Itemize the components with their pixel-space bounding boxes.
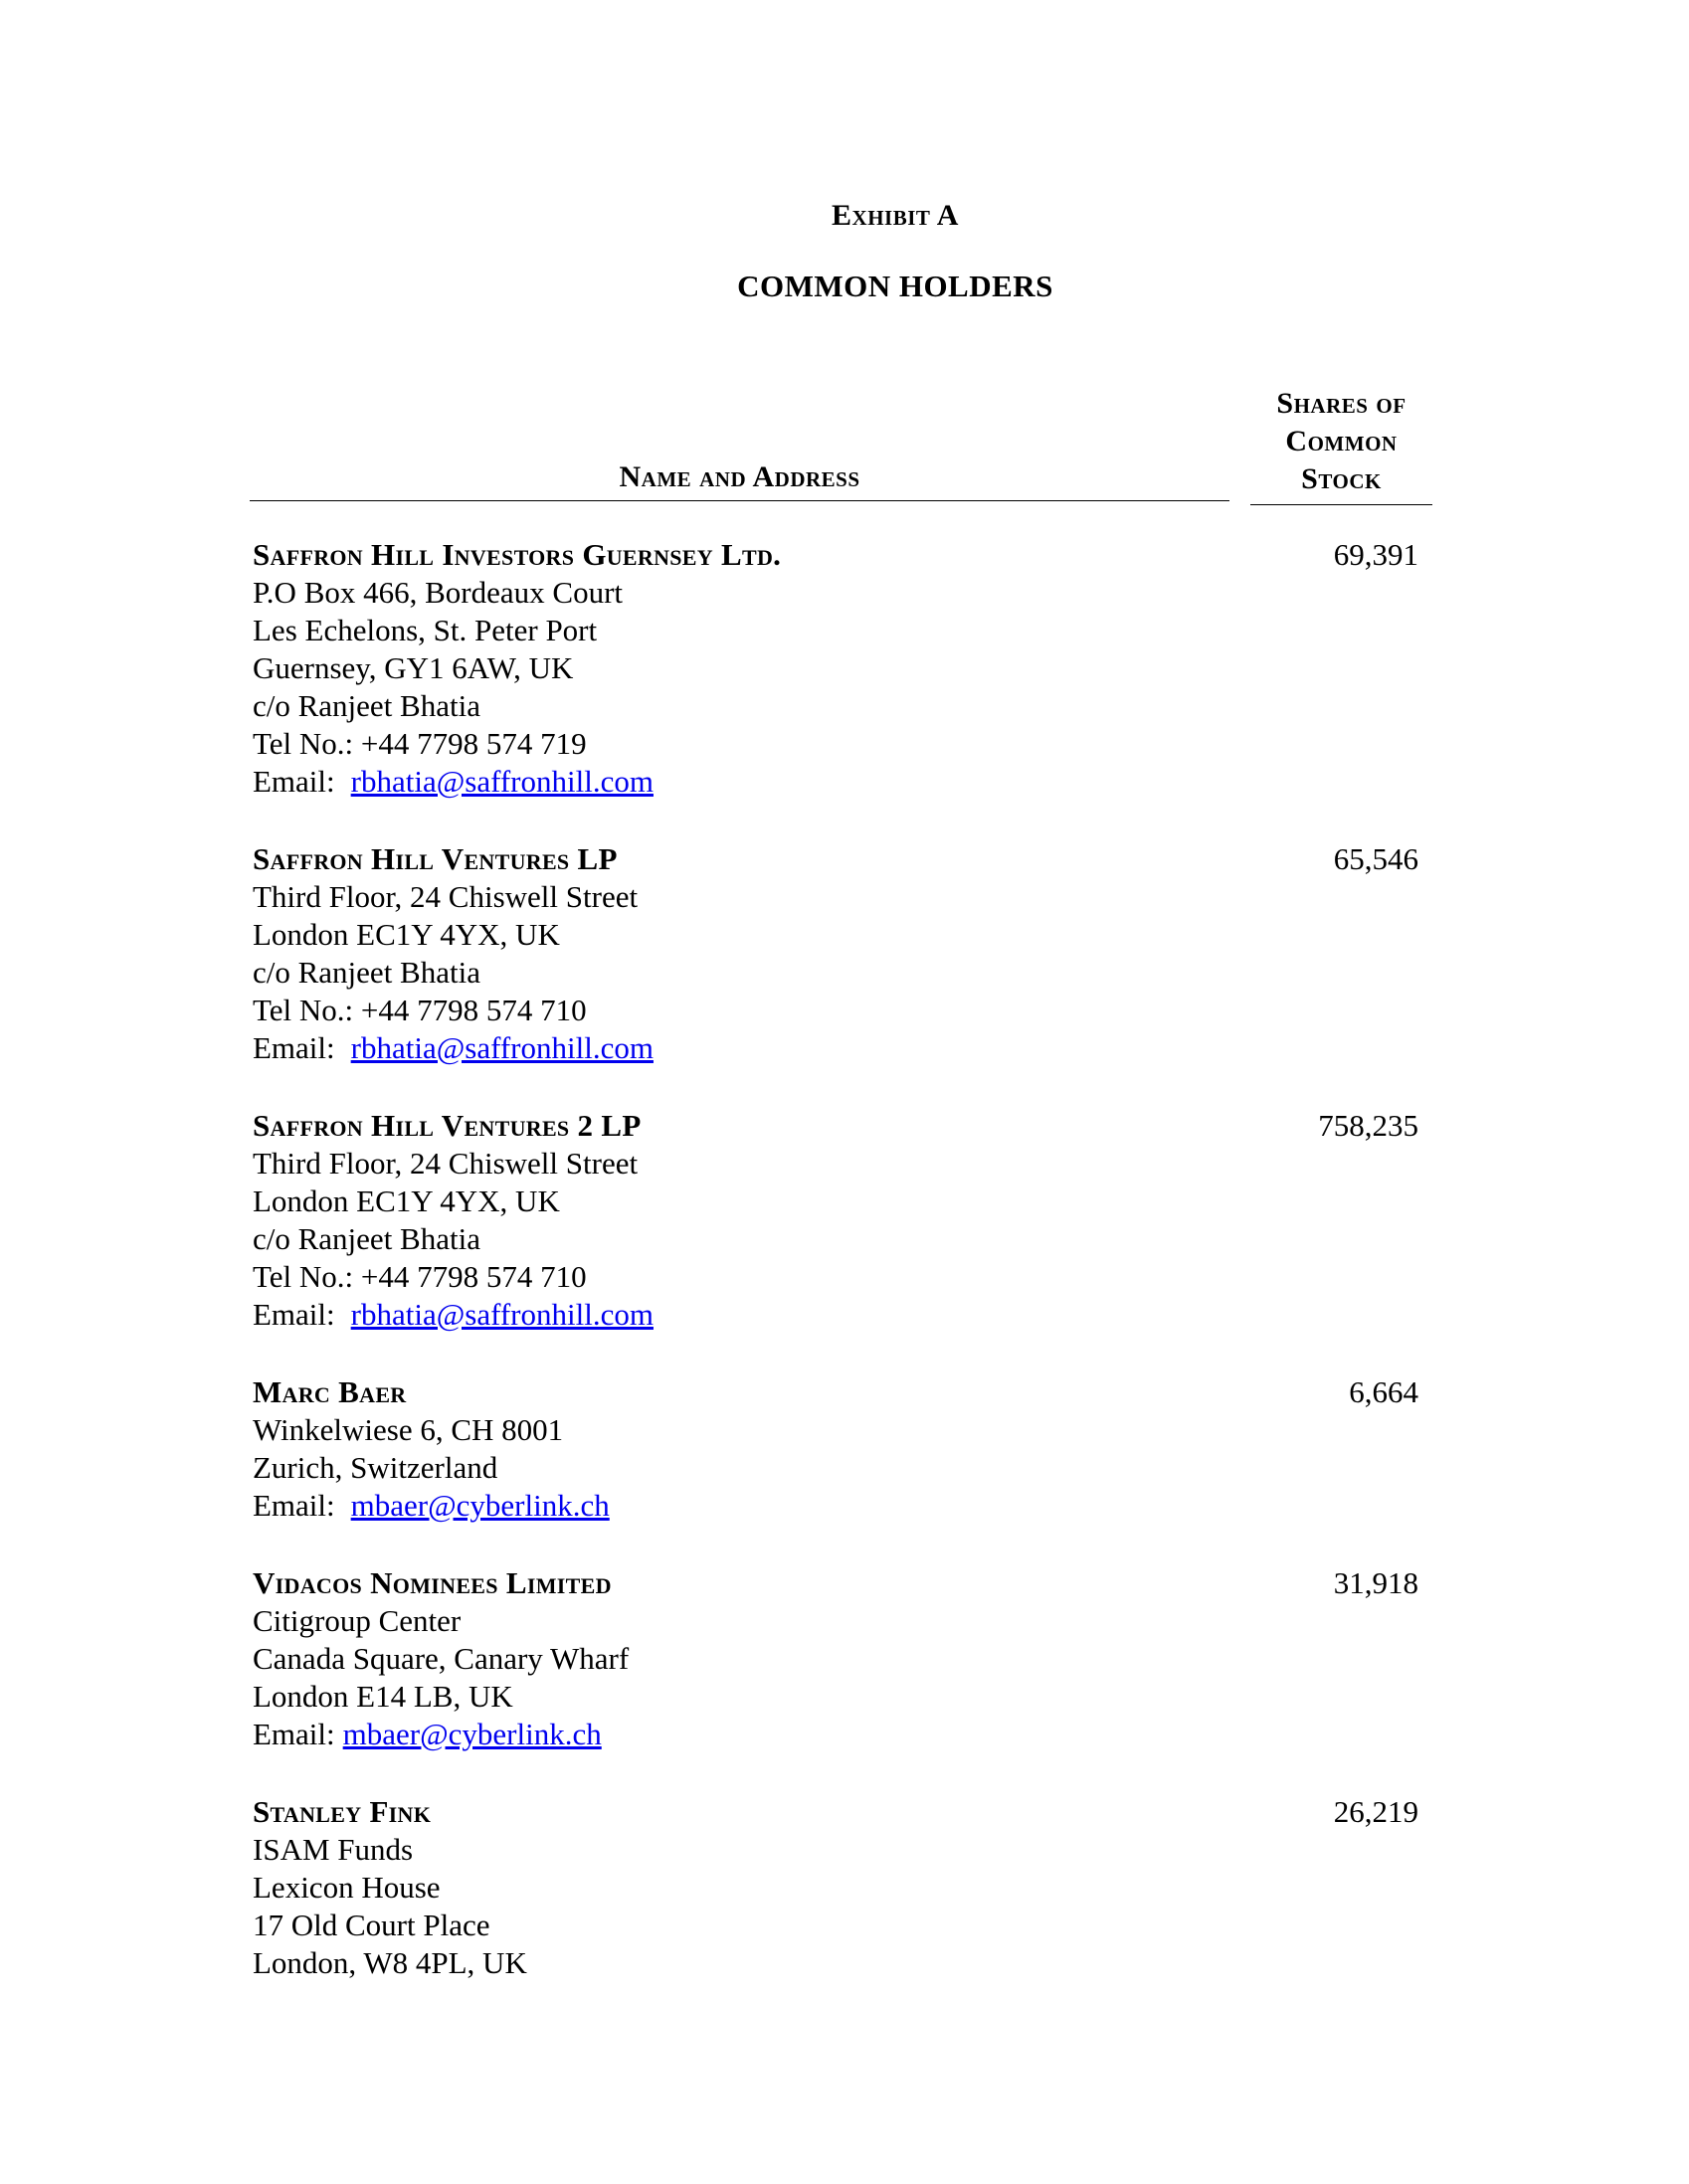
address-line: Lexicon House [253, 1870, 441, 1905]
address-line: London E14 LB, UK [253, 1679, 513, 1714]
address-line: Guernsey, GY1 6AW, UK [253, 650, 574, 685]
holder-name: Stanley Fink [253, 1794, 432, 1829]
holder-name: Vidacos Nominees Limited [253, 1565, 612, 1600]
email-label: Email: [253, 1488, 335, 1523]
email-label: Email: [253, 1030, 335, 1065]
holder-name: Saffron Hill Investors Guernsey Ltd. [253, 537, 782, 572]
email-line [253, 1487, 1418, 1525]
address-line: Citigroup Center [253, 1603, 462, 1638]
holder-entry [253, 536, 1418, 801]
email-label: Email: [253, 1717, 335, 1751]
email-link[interactable]: rbhatia@saffronhill.com [350, 764, 654, 799]
email-link[interactable]: rbhatia@saffronhill.com [350, 1030, 654, 1065]
address-line: 17 Old Court Place [253, 1908, 490, 1942]
phone-line: Tel No.: +44 7798 574 710 [253, 1259, 587, 1294]
holder-entry [253, 1564, 1418, 1753]
share-count: 69,391 [1333, 537, 1418, 572]
address-line: P.O Box 466, Bordeaux Court [253, 575, 623, 610]
holder-name: Marc Baer [253, 1374, 407, 1409]
address-line: Third Floor, 24 Chiswell Street [253, 1146, 639, 1181]
email-link[interactable]: mbaer@cyberlink.ch [350, 1488, 610, 1523]
holder-entry [253, 1373, 1418, 1525]
address-line: Third Floor, 24 Chiswell Street [253, 879, 639, 914]
email-label: Email: [253, 1297, 335, 1332]
address-line: London EC1Y 4YX, UK [253, 1183, 560, 1218]
address-line: ISAM Funds [253, 1832, 414, 1867]
address-line: Winkelwiese 6, CH 8001 [253, 1412, 564, 1447]
email-line [253, 763, 1418, 801]
column-header-shares [1250, 385, 1432, 505]
contact-line: c/o Ranjeet Bhatia [253, 1221, 480, 1256]
email-label: Email: [253, 764, 335, 799]
share-count: 758,235 [1318, 1108, 1418, 1143]
phone-line: Tel No.: +44 7798 574 710 [253, 993, 587, 1027]
email-line [253, 1716, 1418, 1753]
address-line: Les Echelons, St. Peter Port [253, 613, 598, 647]
page-title: COMMON HOLDERS [737, 269, 1053, 303]
email-line [253, 1296, 1418, 1334]
holder-entry [253, 840, 1418, 1067]
share-count: 6,664 [1349, 1374, 1418, 1409]
column-header-shares-line: Stock [1301, 462, 1382, 495]
email-line [253, 1029, 1418, 1067]
email-link[interactable]: mbaer@cyberlink.ch [342, 1717, 602, 1751]
share-count: 26,219 [1333, 1794, 1418, 1829]
column-header-name-address: Name and Address [250, 460, 1229, 501]
address-line: London EC1Y 4YX, UK [253, 917, 560, 952]
email-link[interactable]: rbhatia@saffronhill.com [350, 1297, 654, 1332]
column-header-shares-line: Common [1285, 425, 1398, 457]
column-header-shares-line: Shares of [1276, 387, 1407, 420]
holder-entry [253, 1107, 1418, 1334]
exhibit-label: Exhibit A [832, 199, 959, 232]
address-line: Zurich, Switzerland [253, 1450, 498, 1485]
share-count: 65,546 [1333, 841, 1418, 876]
contact-line: c/o Ranjeet Bhatia [253, 688, 480, 723]
address-line: London, W8 4PL, UK [253, 1945, 527, 1980]
address-line: Canada Square, Canary Wharf [253, 1641, 630, 1676]
holder-name: Saffron Hill Ventures LP [253, 841, 618, 876]
holder-entry [253, 1793, 1418, 1982]
phone-line: Tel No.: +44 7798 574 719 [253, 726, 587, 761]
share-count: 31,918 [1333, 1565, 1418, 1600]
contact-line: c/o Ranjeet Bhatia [253, 955, 480, 990]
holder-name: Saffron Hill Ventures 2 LP [253, 1108, 642, 1143]
